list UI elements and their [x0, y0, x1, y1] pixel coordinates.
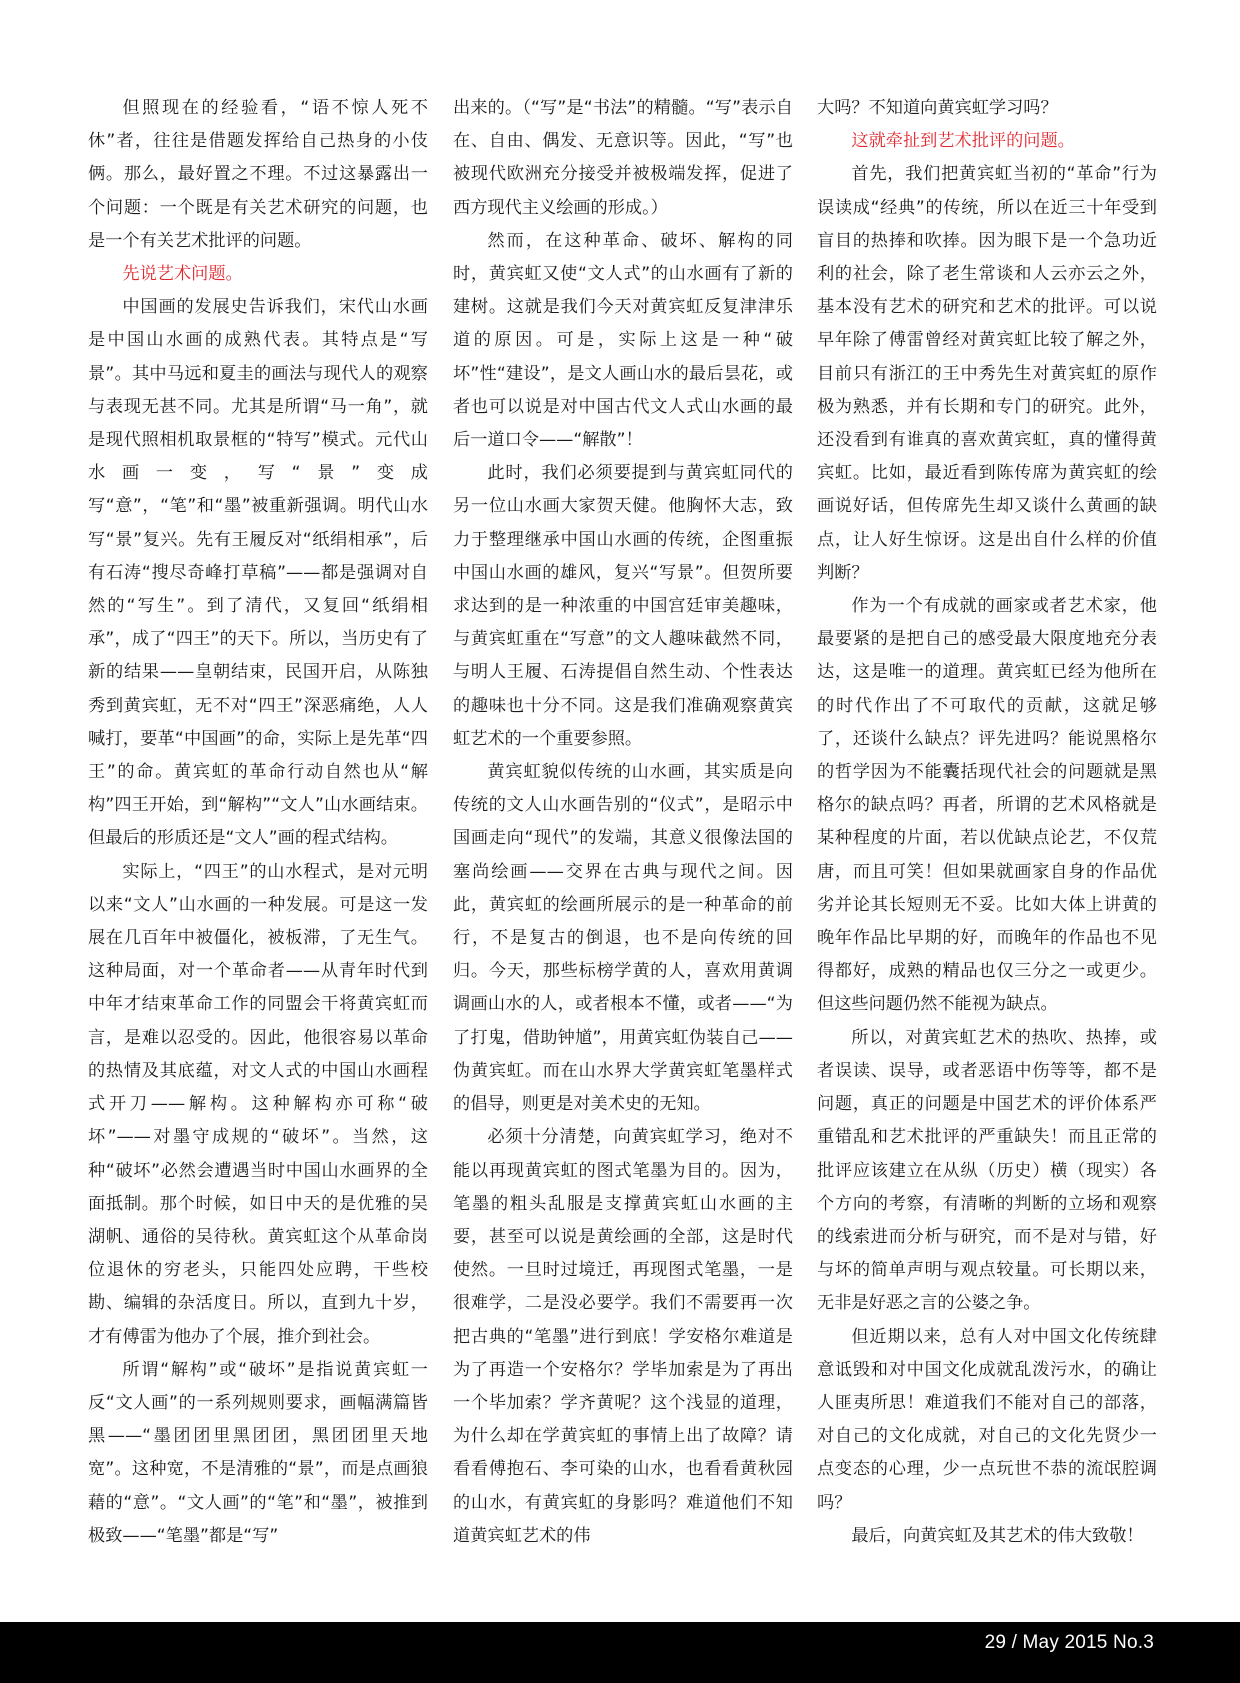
paragraph-continued: 出来的。（“写”是“书法”的精髓。“写”表示自在、自由、偶发、无意识等。因此，“写”也被现代欧洲充分接受并被极端发挥，促进了西方现代主义绘画的形成。）	[453, 98, 793, 218]
paragraph: 实际上，“四王”的山水程式，是对元明以来“文人”山水画的一种发展。可是这一发展在几百年中被僵化，被板滞，了无生气。这种局面，对一个革命者——从青年时代到中年才结束革命工作的同盟会干将黄宾虹而言，是难以忍受的。因此，他很容易以革命的热情及其底蕴，对文人式的中国山水画程式开刀——解构。这种解构亦可称“破坏”——对墨守成规的“破坏”。当然，这种“破坏”必然会遭遇当时中国山水画界的全面抵制。那个时候，如日中天的是优雅的吴湖帆、通俗的吴待秋。黄宾虹这个从革命岗位退休的穷老头，只能四处应聘，干些校勘、编辑的杂活度日。所以，直到九十岁，才有傅雷为他办了个展，推介到社会。	[88, 861, 428, 1347]
paragraph: 中国画的发展史告诉我们，宋代山水画是中国山水画的成熟代表。其特点是“写景”。其中马远和夏圭的画法与现代人的观察与表现无甚不同。尤其是所谓“马一角”，就是现代照相机取景框的“特写”模式。元代山水画一变，写“景”变成写“意”，“笔”和“墨”被重新强调。明代山水写“景”复兴。先有王履反对“纸绢相承”，后有石涛“搜尽奇峰打草稿”——都是强调对自然的“写生”。到了清代，又复回“纸绢相承”，成了“四王”的天下。所以，当历史有了新的结果——皇朝结束，民国开启，从陈独秀到黄宾虹，无不对“四王”深恶痛绝，人人喊打，要革“中国画”的命，实际上是先革“四王”的命。黄宾虹的革命行动自然也从“解构”四王开始，到“解构”“文人”山水画结束。但最后的形质还是“文人”画的程式结构。	[88, 297, 428, 849]
page-number-issue: 29 / May 2015 No.3	[984, 1632, 1154, 1653]
paragraph: 所谓“解构”或“破坏”是指说黄宾虹一反“文人画”的一系列规则要求，画幅满篇皆黑——“墨团团里黑团团，黑团团里天地宽”。这种宽，不是清雅的“景”，而是点画狼藉的“意”。“文人画”的“笔”和“墨”，被推到极致——“笔墨”都是“写”	[88, 1359, 428, 1546]
text-column-1	[88, 92, 428, 1553]
paragraph: 作为一个有成就的画家或者艺术家，他最要紧的是把自己的感受最大限度地充分表达，这是唯一的道理。黄宾虹已经为他所在的时代作出了不可取代的贡献，这就足够了，还谈什么缺点？评先进吗？能说黑格尔的哲学因为不能囊括现代社会的问题就是黑格尔的缺点吗？再者，所谓的艺术风格就是某种程度的片面，若以优缺点论艺，不仅荒唐，而且可笑！但如果就画家自身的作品优劣并论其长短则无不妥。比如大体上讲黄的晚年作品比早期的好，而晚年的作品也不见得都好，成熟的精品也仅三分之一或更少。但这些问题仍然不能视为缺点。	[817, 596, 1157, 1015]
paragraph: 然而，在这种革命、破坏、解构的同时，黄宾虹又使“文人式”的山水画有了新的建树。这就是我们今天对黄宾虹反复津津乐道的原因。可是，实际上这是一种“破坏”性“建设”，是文人画山水的最后昙花，或者也可以说是对中国古代文人式山水画的最后一道口令——“解散”！	[453, 230, 793, 451]
text-column-2	[453, 92, 793, 1553]
section-heading-art-criticism: 这就牵扯到艺术批评的问题。	[851, 131, 1075, 152]
paragraph: 但照现在的经验看，“语不惊人死不休”者，往往是借题发挥给自己热身的小伎俩。那么，最好置之不理。不过这暴露出一个问题：一个既是有关艺术研究的问题，也是一个有关艺术批评的问题。	[88, 98, 428, 251]
paragraph: 黄宾虹貌似传统的山水画，其实质是向传统的文人山水画告别的“仪式”，是昭示中国画走向“现代”的发端，其意义很像法国的塞尚绘画——交界在古典与现代之间。因此，黄宾虹的绘画所展示的是一种革命的前行，不是复古的倒退，也不是向传统的回归。今天，那些标榜学黄的人，喜欢用黄调调画山水的人，或者根本不懂，或者——“为了打鬼，借助钟馗”，用黄宾虹伪装自己——伪黄宾虹。而在山水界大学黄宾虹笔墨样式的倡导，则更是对美术史的无知。	[453, 762, 793, 1115]
paragraph-continued: 大吗？不知道向黄宾虹学习吗？	[817, 98, 1058, 118]
page-footer-bar	[0, 1622, 1240, 1683]
paragraph: 所以，对黄宾虹艺术的热吹、热捧，或者误读、误导，或者恶语中伤等等，都不是问题，真正的问题是中国艺术的评价体系严重错乱和艺术批评的严重缺失！而且正常的批评应该建立在从纵（历史）横（现实）各个方向的考察，有清晰的判断的立场和观察的线索进而分析与研究，而不是对与错，好与坏的简单声明与观点较量。可长期以来，无非是好恶之言的公婆之争。	[817, 1027, 1157, 1314]
paragraph: 此时，我们必须要提到与黄宾虹同代的另一位山水画大家贺天健。他胸怀大志，致力于整理继承中国山水画的传统，企图重振中国山水画的雄风，复兴“写景”。但贺所要求达到的是一种浓重的中国宫廷审美趣味，与黄宾虹重在“写意”的文人趣味截然不同，与明人王履、石涛提倡自然生动、个性表达的趣味也十分不同。这是我们准确观察黄宾虹艺术的一个重要参照。	[453, 463, 793, 749]
paragraph: 必须十分清楚，向黄宾虹学习，绝对不能以再现黄宾虹的图式笔墨为目的。因为，笔墨的粗头乱服是支撑黄宾虹山水画的主要，甚至可以说是黄绘画的全部，这是时代使然。一旦时过境迁，再现图式笔墨，一是很难学，二是没必要学。我们不需要再一次把古典的“笔墨”进行到底！学安格尔难道是为了再造一个安格尔？学毕加索是为了再出一个毕加索？学齐黄呢？这个浅显的道理，为什么却在学黄宾虹的事情上出了故障？请看看傅抱石、李可染的山水，也看看黄秋园的山水，有黄宾虹的身影吗？难道他们不知道黄宾虹艺术的伟	[453, 1127, 793, 1546]
text-column-3	[817, 92, 1157, 1553]
section-heading-art-question: 先说艺术问题。	[122, 264, 243, 285]
paragraph: 最后，向黄宾虹及其艺术的伟大致敬！	[851, 1525, 1144, 1546]
paragraph: 首先，我们把黄宾虹当初的“革命”行为误读成“经典”的传统，所以在近三十年受到盲目的热捧和吹捧。因为眼下是一个急功近利的社会，除了老生常谈和人云亦云之外，基本没有艺术的研究和艺术的批评。可以说早年除了傅雷曾经对黄宾虹比较了解之外，目前只有浙江的王中秀先生对黄宾虹的原作极为熟悉，并有长期和专门的研究。此外，还没看到有谁真的喜欢黄宾虹，真的懂得黄宾虹。比如，最近看到陈传席为黄宾虹的绘画说好话，但传席先生却又谈什么黄画的缺点，让人好生惊讶。这是出自什么样的价值判断？	[817, 164, 1157, 583]
paragraph: 但近期以来，总有人对中国文化传统肆意诋毁和对中国文化成就乱泼污水，的确让人匪夷所思！难道我们不能对自己的部落，对自己的文化成就，对自己的文化先贤少一点变态的心理，少一点玩世不恭的流氓腔调吗？	[817, 1326, 1157, 1513]
